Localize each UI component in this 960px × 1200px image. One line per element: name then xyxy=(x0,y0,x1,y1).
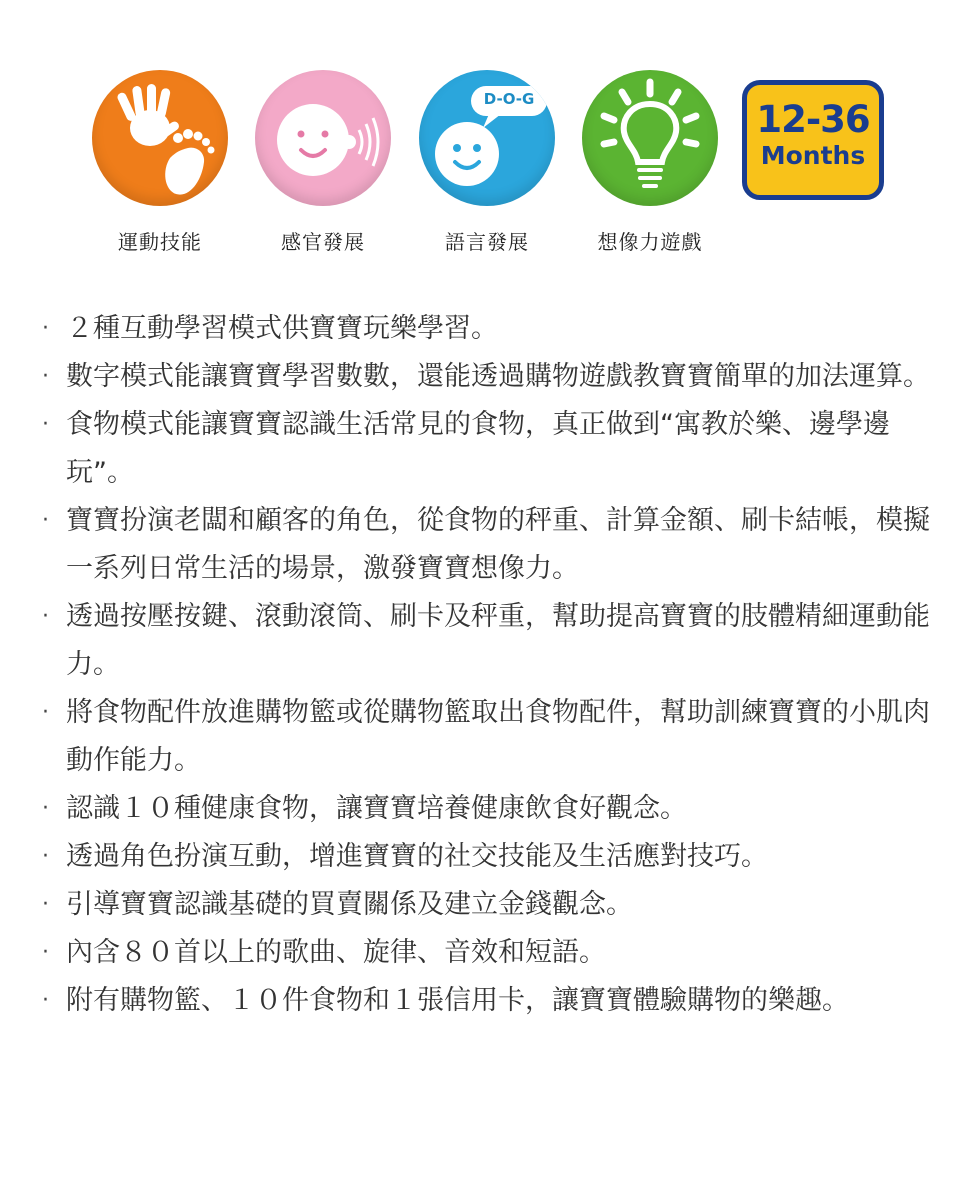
feature-item xyxy=(42,785,932,833)
bullet-dot: · xyxy=(42,700,49,725)
feature-item xyxy=(42,593,932,689)
feature-text: 將食物配件放進購物籃或從購物籃取出食物配件，幫助訓練寶寶的小肌肉動作能力。 xyxy=(66,697,930,776)
imagination-item xyxy=(575,70,725,255)
feature-text: 寶寶扮演老闆和顧客的角色，從食物的秤重、計算金額、刷卡結帳，模擬一系列日常生活的場景，激發寶寶想像力。 xyxy=(66,505,930,584)
skill-icon-row xyxy=(0,70,960,260)
feature-item xyxy=(42,401,932,497)
bullet-dot: · xyxy=(42,508,49,533)
imagination-label: 想像力遊戲 xyxy=(597,230,703,254)
bullet-dot: · xyxy=(42,604,49,629)
sensory-label: 感官發展 xyxy=(281,230,365,254)
feature-item xyxy=(42,353,932,401)
feature-item xyxy=(42,929,932,977)
bullet-dot: · xyxy=(42,316,49,341)
feature-text: 引導寶寶認識基礎的買賣關係及建立金錢觀念。 xyxy=(66,889,633,920)
feature-text: ２種互動學習模式供寶寶玩樂學習。 xyxy=(66,313,498,344)
feature-item xyxy=(42,833,932,881)
language-label: 語言發展 xyxy=(445,230,529,254)
feature-list xyxy=(42,305,932,1025)
bullet-dot: · xyxy=(42,412,49,437)
baby-listening-icon xyxy=(255,70,391,206)
bullet-dot: · xyxy=(42,940,49,965)
feature-item xyxy=(42,977,932,1025)
hand-foot-icon xyxy=(92,70,228,206)
feature-item xyxy=(42,881,932,929)
feature-text: 食物模式能讓寶寶認識生活常見的食物，真正做到“寓教於樂、邊學邊玩”。 xyxy=(66,409,890,488)
age-unit: Months xyxy=(760,141,866,170)
bullet-dot: · xyxy=(42,892,49,917)
age-range: 12-36 xyxy=(756,98,870,141)
bullet-dot: · xyxy=(42,796,49,821)
feature-item xyxy=(42,497,932,593)
sensory-item xyxy=(248,70,398,255)
feature-text: 透過角色扮演互動，增進寶寶的社交技能及生活應對技巧。 xyxy=(66,841,768,872)
speech-bubble-text: D-O-G xyxy=(483,90,535,108)
feature-item xyxy=(42,689,932,785)
bullet-dot: · xyxy=(42,364,49,389)
feature-text: 附有購物籃、１０件食物和１張信用卡，讓寶寶體驗購物的樂趣。 xyxy=(66,985,849,1016)
bullet-dot: · xyxy=(42,844,49,869)
bullet-dot: · xyxy=(42,988,49,1013)
age-badge xyxy=(742,80,884,200)
baby-speech-icon xyxy=(419,70,555,206)
feature-text: 數字模式能讓寶寶學習數數，還能透過購物遊戲教寶寶簡單的加法運算。 xyxy=(66,361,930,392)
lightbulb-icon xyxy=(582,70,718,206)
feature-text: 內含８０首以上的歌曲、旋律、音效和短語。 xyxy=(66,937,606,968)
language-item xyxy=(412,70,562,255)
feature-text: 透過按壓按鍵、滾動滾筒、刷卡及秤重，幫助提高寶寶的肢體精細運動能力。 xyxy=(66,601,930,680)
motor-skills-item xyxy=(85,70,235,255)
feature-text: 認識１０種健康食物，讓寶寶培養健康飲食好觀念。 xyxy=(66,793,687,824)
motor-skills-label: 運動技能 xyxy=(118,230,202,254)
feature-item xyxy=(42,305,932,353)
